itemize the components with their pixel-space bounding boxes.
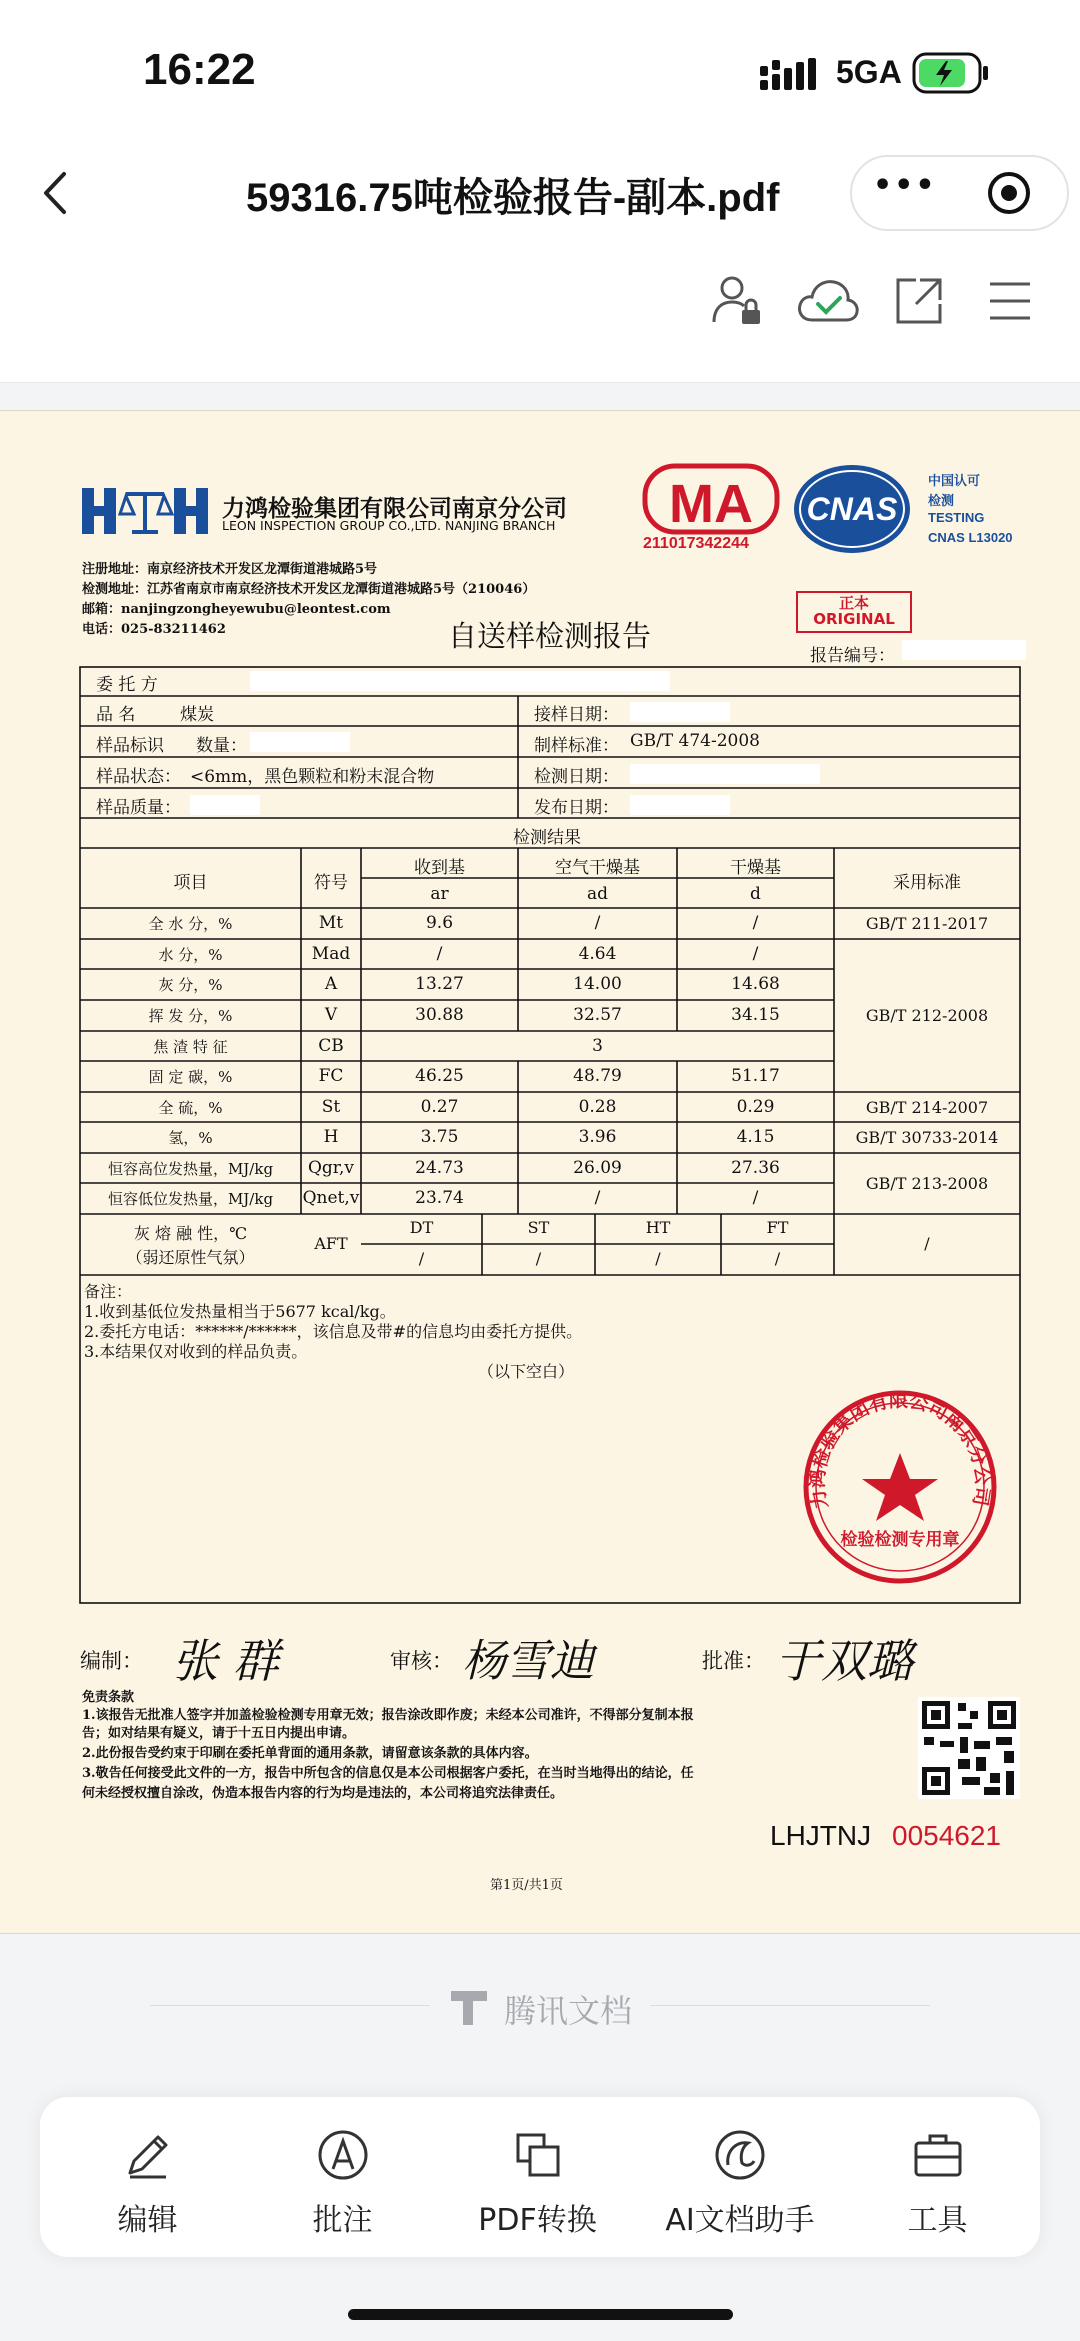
phone: 电话：025-83211462 bbox=[82, 622, 226, 637]
redacted-test-date bbox=[630, 764, 820, 784]
row-1-d: / bbox=[752, 913, 759, 933]
reg-address: 注册地址：南京经济技术开发区龙潭街道港城路5号 bbox=[82, 562, 378, 577]
row-8-d: 4.15 bbox=[736, 1127, 775, 1147]
row-6-ar: 46.25 bbox=[415, 1066, 464, 1086]
redacted-client bbox=[250, 671, 670, 691]
quantity-label: 数量： bbox=[196, 736, 247, 756]
row-4-sym: V bbox=[324, 1005, 338, 1025]
tencent-docs-label: 腾讯文档 bbox=[504, 1992, 633, 2030]
tool-ai-assistant[interactable] bbox=[640, 2097, 840, 2257]
bottom-toolbar bbox=[40, 2097, 1040, 2257]
results-label: 检测结果 bbox=[513, 828, 581, 848]
row-9-item: 恒容高位发热量，MJ/kg bbox=[107, 1160, 274, 1178]
tencent-docs-logo-icon bbox=[447, 1985, 491, 2029]
st-value: / bbox=[535, 1249, 542, 1268]
tool-ai-assistant-label: AI文档助手 bbox=[665, 2203, 815, 2238]
issue-date-label: 发布日期： bbox=[534, 798, 619, 818]
network-type: 5GA bbox=[836, 54, 902, 90]
standard-5: GB/T 213-2008 bbox=[865, 1174, 989, 1193]
col-ad: 空气干燥基 bbox=[555, 858, 640, 878]
seal-text: 力鸿检验集团有限公司南京分公司 bbox=[806, 1389, 994, 1511]
tool-edit-label: 编辑 bbox=[117, 2203, 178, 2238]
row-4-d: 34.15 bbox=[731, 1005, 780, 1025]
home-indicator[interactable] bbox=[348, 2309, 733, 2320]
standard-4: GB/T 30733-2014 bbox=[855, 1128, 999, 1147]
ft-label: FT bbox=[766, 1218, 789, 1237]
row-7-d: 0.29 bbox=[736, 1097, 775, 1117]
email: 邮箱：nanjingzongheyewubu@leontest.com bbox=[82, 602, 391, 617]
serial-prefix: LHJTNJ bbox=[770, 1820, 872, 1851]
col-d: 干燥基 bbox=[730, 858, 781, 878]
row-2-ar: / bbox=[436, 944, 443, 964]
note-3: 3.本结果仅对收到的样品负责。 bbox=[84, 1342, 308, 1361]
note-1: 1.收到基低位发热量相当于5677 kcal/kg。 bbox=[84, 1302, 396, 1321]
seal-subtitle: 检验检测专用章 bbox=[840, 1530, 960, 1550]
review-label: 审核： bbox=[390, 1649, 453, 1673]
row-7-ar: 0.27 bbox=[420, 1097, 459, 1117]
row-2-ad: 4.64 bbox=[578, 944, 617, 964]
tool-pdf-convert-label: PDF转换 bbox=[478, 2203, 597, 2238]
sample-name-label: 品 名 bbox=[96, 705, 136, 725]
ai-icon bbox=[712, 2127, 768, 2183]
disclaimer-1: 1.该报告无批准人签字并加盖检验检测专用章无效；报告涂改即作废；未经本公司准许，不得部分复制本报 bbox=[82, 1708, 694, 1723]
row-10-ar: 23.74 bbox=[415, 1188, 464, 1208]
row-10-item: 恒容低位发热量，MJ/kg bbox=[107, 1190, 274, 1208]
tool-tools[interactable] bbox=[850, 2097, 1025, 2257]
row-1-item: 全 水 分，% bbox=[148, 915, 233, 933]
row-2-sym: Mad bbox=[311, 944, 351, 964]
original-en: ORIGINAL bbox=[813, 610, 895, 628]
row-3-item: 灰 分，% bbox=[158, 976, 223, 994]
row-3-d: 14.68 bbox=[731, 974, 780, 994]
original-cn: 正本 bbox=[838, 594, 869, 612]
cnas-number: CNAS L13020 bbox=[928, 530, 1013, 545]
row-4-ad: 32.57 bbox=[573, 1005, 622, 1025]
row-9-ar: 24.73 bbox=[415, 1158, 464, 1178]
redacted-mass bbox=[190, 795, 260, 815]
disclaimer-title: 免责条款 bbox=[82, 1690, 135, 1705]
row-7-ad: 0.28 bbox=[578, 1097, 617, 1117]
status-time: 16:22 bbox=[143, 45, 256, 94]
standard-2: GB/T 212-2008 bbox=[865, 1006, 989, 1025]
sample-state-label: 样品状态： bbox=[96, 767, 181, 787]
prep-std-label: 制样标准： bbox=[534, 736, 619, 756]
row-3-ad: 14.00 bbox=[573, 974, 622, 994]
row-2-item: 水 分，% bbox=[158, 946, 223, 964]
row-7-sym: St bbox=[321, 1097, 341, 1117]
row-5-sym: CB bbox=[318, 1036, 344, 1056]
disclaimer-2: 告；如对结果有疑义，请于十五日内提出申请。 bbox=[82, 1726, 356, 1741]
row-8-item: 氢，% bbox=[168, 1129, 213, 1147]
approve-label: 批准： bbox=[702, 1649, 765, 1673]
row-6-sym: FC bbox=[318, 1066, 344, 1086]
disclaimer-5: 何未经授权擅自涂改，伪造本报告内容的行为均是违法的，本公司将追究法律责任。 bbox=[82, 1786, 564, 1801]
col-item: 项目 bbox=[173, 873, 208, 893]
redacted-issue-date bbox=[630, 795, 730, 815]
row-9-sym: Qgr,v bbox=[307, 1158, 355, 1178]
standard-1: GB/T 211-2017 bbox=[865, 914, 989, 933]
row-4-item: 挥 发 分，% bbox=[148, 1007, 233, 1025]
cnas-label-2: 检测 bbox=[928, 494, 955, 509]
compiled-signature: 张 群 bbox=[172, 1634, 279, 1688]
row-10-d: / bbox=[752, 1188, 759, 1208]
row-9-d: 27.36 bbox=[731, 1158, 780, 1178]
tool-edit[interactable] bbox=[60, 2097, 235, 2257]
ht-value: / bbox=[655, 1249, 661, 1268]
row-8-ar: 3.75 bbox=[420, 1127, 459, 1147]
cma-number: 211017342244 bbox=[643, 535, 749, 552]
aft-standard: / bbox=[924, 1234, 930, 1253]
row-8-ad: 3.96 bbox=[578, 1127, 617, 1147]
sample-mass-label: 样品质量： bbox=[96, 798, 181, 818]
ht-label: HT bbox=[645, 1218, 671, 1237]
dt-label: DT bbox=[409, 1218, 434, 1237]
row-9-ad: 26.09 bbox=[573, 1158, 622, 1178]
redacted-quantity bbox=[250, 732, 350, 752]
row-3-sym: A bbox=[324, 974, 338, 994]
test-date-label: 检测日期： bbox=[534, 767, 619, 787]
more-button[interactable]: ••• bbox=[873, 168, 937, 203]
tool-pdf-convert[interactable] bbox=[450, 2097, 625, 2257]
dt-value: / bbox=[418, 1249, 425, 1268]
prep-std: GB/T 474-2008 bbox=[630, 731, 760, 751]
approve-signature: 于双璐 bbox=[775, 1634, 913, 1688]
compiled-label: 编制： bbox=[80, 1649, 143, 1673]
row-6-d: 51.17 bbox=[731, 1066, 780, 1086]
svg-text:MA: MA bbox=[669, 474, 753, 534]
row-6-item: 固 定 碳，% bbox=[148, 1068, 233, 1086]
row-1-ar: 9.6 bbox=[425, 913, 454, 933]
tool-annotate[interactable] bbox=[255, 2097, 430, 2257]
tool-tools-label: 工具 bbox=[907, 2203, 968, 2238]
sample-state: <6mm，黑色颗粒和粉末混合物 bbox=[190, 767, 435, 787]
row-8-sym: H bbox=[323, 1127, 339, 1147]
st-label: ST bbox=[527, 1218, 550, 1237]
serial-number: 0054621 bbox=[892, 1820, 1002, 1851]
standard-3: GB/T 214-2007 bbox=[865, 1098, 989, 1117]
page-indicator: 第1页/共1页 bbox=[490, 1878, 563, 1893]
row-4-ar: 30.88 bbox=[415, 1005, 464, 1025]
col-ar: 收到基 bbox=[414, 858, 465, 878]
row-3-ar: 13.27 bbox=[415, 974, 464, 994]
row-6-ad: 48.79 bbox=[573, 1066, 622, 1086]
col-d-sub: d bbox=[750, 884, 761, 904]
row-1-sym: Mt bbox=[318, 913, 344, 933]
cnas-label-1: 中国认可 bbox=[928, 474, 981, 489]
redacted-receive-date bbox=[630, 702, 730, 722]
cnas-label-3: TESTING bbox=[928, 510, 985, 525]
pen-icon bbox=[120, 2127, 176, 2183]
company-en: LEON INSPECTION GROUP CO.,LTD. NANJING BRANCH bbox=[222, 518, 556, 533]
page-title: 59316.75吨检验报告-副本.pdf bbox=[246, 176, 780, 220]
col-ar-sub: ar bbox=[430, 884, 449, 904]
row-5-item: 焦 渣 特 征 bbox=[153, 1038, 228, 1056]
aft-symbol: AFT bbox=[314, 1234, 348, 1253]
divider-left bbox=[150, 2005, 430, 2006]
sample-id-label: 样品标识 bbox=[96, 736, 164, 756]
test-address: 检测地址：江苏省南京市南京经济技术开发区龙潭街道港城路5号（210046） bbox=[82, 582, 536, 597]
row-2-d: / bbox=[752, 944, 759, 964]
col-std: 采用标准 bbox=[893, 873, 961, 893]
note-2: 2.委托方电话：******/******，该信息及带#的信息均由委托方提供。 bbox=[84, 1322, 583, 1341]
tool-annotate-label: 批注 bbox=[312, 2203, 373, 2238]
disclaimer-3: 2.此份报告受约束于印刷在委托单背面的通用条款，请留意该条款的具体内容。 bbox=[82, 1746, 538, 1761]
client-label: 委 托 方 bbox=[96, 675, 158, 695]
svg-text:CNAS: CNAS bbox=[806, 491, 898, 527]
col-symbol: 符号 bbox=[314, 873, 348, 893]
row-5-ad: 3 bbox=[592, 1036, 603, 1056]
notes-title: 备注： bbox=[84, 1282, 133, 1301]
company-cn: 力鸿检验集团有限公司南京分公司 bbox=[222, 496, 567, 522]
convert-icon bbox=[510, 2127, 566, 2183]
ash-fusion-label: 灰 熔 融 性，℃ bbox=[133, 1224, 248, 1243]
report-no-label: 报告编号： bbox=[810, 646, 895, 666]
toolbox-icon bbox=[910, 2127, 966, 2183]
row-7-item: 全 硫，% bbox=[158, 1099, 223, 1117]
qr-code-icon bbox=[918, 1697, 1020, 1799]
sample-name: 煤炭 bbox=[180, 705, 214, 725]
annotate-icon bbox=[315, 2127, 371, 2183]
receive-date-label: 接样日期： bbox=[534, 705, 619, 725]
ft-value: / bbox=[774, 1249, 781, 1268]
ash-fusion-sublabel: （弱还原性气氛） bbox=[126, 1248, 255, 1267]
row-10-sym: Qnet,v bbox=[302, 1188, 360, 1208]
official-seal-icon bbox=[800, 1387, 1000, 1587]
disclaimer-4: 3.敬告任何接受此文件的一方，报告中所包含的信息仅是本公司根据客户委托，在当时当地得出的结论，任 bbox=[82, 1766, 694, 1781]
row-10-ad: / bbox=[594, 1188, 601, 1208]
row-1-ad: / bbox=[594, 913, 601, 933]
divider-right bbox=[650, 2005, 930, 2006]
report-title: 自送样检测报告 bbox=[448, 619, 652, 653]
blank-below: （以下空白） bbox=[478, 1362, 575, 1381]
review-signature: 杨雪迪 bbox=[462, 1636, 594, 1687]
col-ad-sub: ad bbox=[586, 884, 609, 904]
